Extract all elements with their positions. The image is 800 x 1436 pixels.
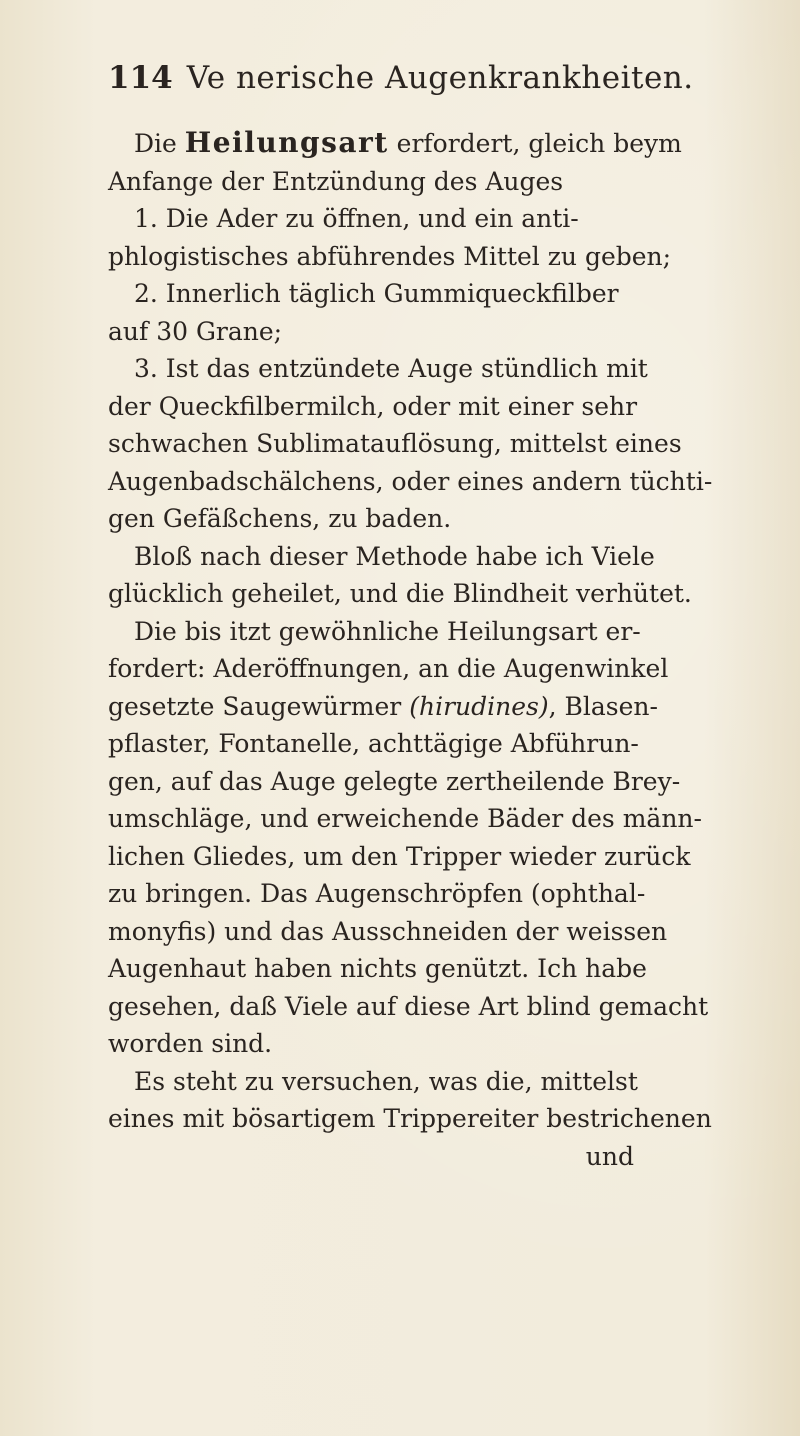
text-span: erfordert, gleich beym xyxy=(388,129,682,158)
emphasized-term: Heilungsart xyxy=(184,126,389,159)
text-line: Die bis itzt gewöhnliche Heilungsart er- xyxy=(134,616,641,646)
text-line: Bloß nach dieser Methode habe ich Viele xyxy=(134,541,655,571)
latin-term: (hirudines) xyxy=(409,691,549,721)
page-number: 114 xyxy=(108,60,173,96)
text-line: Es steht zu versuchen, was die, mittelst xyxy=(134,1066,638,1096)
text-line: Augenhaut haben nichts genützt. Ich habe xyxy=(108,954,647,983)
text-line: fordert: Aderöffnungen, an die Augenwinkel xyxy=(108,654,669,683)
text-line: eines mit bösartigem Trippereiter bestrichenen xyxy=(108,1104,712,1133)
page-text xyxy=(108,124,752,1175)
list-item-line: gen Gefäßchens, zu baden. xyxy=(108,504,452,533)
list-item-line: phlogistisches abführendes Mittel zu geben; xyxy=(108,241,672,271)
list-item-line: 1. Die Ader zu öffnen, und ein anti- xyxy=(134,204,579,233)
list-item-line: Augenbadschälchens, oder eines andern tüchti- xyxy=(108,466,713,496)
running-title: Ve nerische Augenkrankheiten. xyxy=(186,60,694,96)
paragraph-heilungsart xyxy=(108,124,752,200)
text-line: gesehen, daß Viele auf diese Art blind gemacht xyxy=(108,991,709,1021)
text-line: worden sind. xyxy=(108,1029,273,1058)
text-span: , Blasen- xyxy=(548,691,658,721)
text-line xyxy=(108,124,752,163)
text-line: pflaster, Fontanelle, achttägige Abführun- xyxy=(108,729,639,758)
page-header xyxy=(108,58,752,98)
treatment-list xyxy=(108,200,752,538)
paragraph-methode xyxy=(108,538,752,613)
text-span: Die xyxy=(134,129,185,158)
text-line: glücklich geheilet, und die Blindheit verhütet. xyxy=(108,579,692,608)
paragraph-versuch xyxy=(108,1063,752,1176)
text-line: umschläge, und erweichende Bäder des männ- xyxy=(108,804,702,833)
list-item-line: 2. Innerlich täglich Gummiqueckfilber xyxy=(134,279,619,308)
catchword: und xyxy=(585,1141,634,1171)
paragraph-gewoehnliche-heilungsart xyxy=(108,613,752,1063)
text-line: Anfange der Entzündung des Auges xyxy=(108,166,564,196)
text-line: gen, auf das Auge gelegte zertheilende Brey- xyxy=(108,766,681,796)
text-line: lichen Gliedes, um den Tripper wieder zurück xyxy=(108,841,691,871)
list-item-line: 3. Ist das entzündete Auge stündlich mit xyxy=(134,354,648,383)
text-line: zu bringen. Das Augenschröpfen (ophthal- xyxy=(108,879,646,908)
text-span: gesetzte Saugewürmer xyxy=(108,691,410,721)
text-line xyxy=(108,688,752,726)
list-item-line: der Queckfilbermilch, oder mit einer sehr xyxy=(108,391,638,421)
list-item-line: auf 30 Grane; xyxy=(108,316,283,346)
text-line: monyfis) und das Ausschneiden der weissen xyxy=(108,916,668,946)
list-item-line: schwachen Sublimatauflösung, mittelst eines xyxy=(108,429,682,458)
